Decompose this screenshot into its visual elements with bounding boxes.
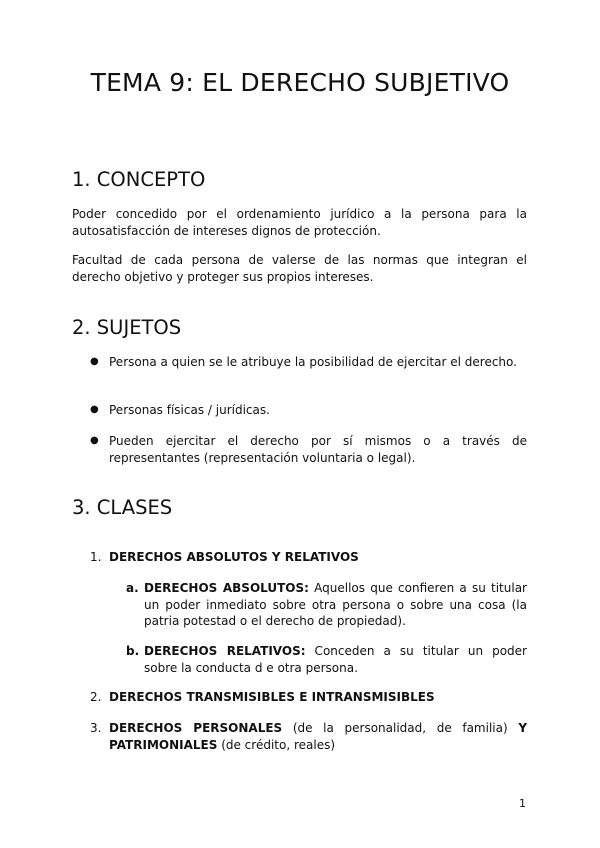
subitem-letter: a. <box>126 581 139 595</box>
page-number: 1 <box>519 797 526 810</box>
bullet-text: Persona a quien se le atribuye la posibilidad de ejercitar el derecho. <box>109 355 517 369</box>
concepto-paragraph-2: Facultad de cada persona de valerse de las normas que integran el derecho objetivo y proteger sus propios intereses. <box>72 253 527 284</box>
item-text: (de crédito, reales) <box>217 737 336 752</box>
item-number: 2. <box>90 690 102 704</box>
section-heading-concepto: 1. CONCEPTO <box>72 168 206 191</box>
clases-item-3 <box>90 720 527 753</box>
clases-item-1 <box>90 549 527 566</box>
subitem-letter: b. <box>126 644 140 658</box>
item-label: DERECHOS TRANSMISIBLES E INTRANSMISIBLES <box>109 690 435 704</box>
item-label: DERECHOS ABSOLUTOS Y RELATIVOS <box>109 550 359 564</box>
subitem-text: Aquellos que confieren a su titular un poder inmediato sobre otra persona o sobre una cosa (la patria potestad o el derecho de propiedad). <box>144 581 527 628</box>
item-label: Y PATRIMONIALES <box>109 721 528 752</box>
section-heading-sujetos: 2. SUJETOS <box>72 316 182 339</box>
section-heading-clases: 3. CLASES <box>72 496 173 519</box>
item-number: 3. <box>90 721 102 735</box>
clases-subitem-b <box>126 643 527 676</box>
bullet-icon: ● <box>90 435 99 446</box>
bullet-text: Personas físicas / jurídicas. <box>109 403 270 417</box>
clases-subitem-a <box>126 580 527 630</box>
subitem-label: DERECHOS ABSOLUTOS: <box>144 581 309 595</box>
bullet-icon: ● <box>90 356 99 367</box>
list-item <box>90 354 527 371</box>
concepto-paragraph-1: Poder concedido por el ordenamiento jurídico a la persona para la autosatisfacción de intereses dignos de protección. <box>72 207 527 238</box>
page-title: TEMA 9: EL DERECHO SUBJETIVO <box>90 68 510 97</box>
bullet-text: Pueden ejercitar el derecho por sí mismos o a través de representantes (representación voluntaria o legal). <box>109 434 527 465</box>
clases-item-2 <box>90 689 527 706</box>
item-text: (de la personalidad, de familia) <box>282 721 519 735</box>
subitem-text: Conceden a su titular un poder sobre la conducta d e otra persona. <box>144 644 527 675</box>
bullet-icon: ● <box>90 404 99 415</box>
subitem-label: DERECHOS RELATIVOS: <box>144 644 306 658</box>
item-label: DERECHOS PERSONALES <box>109 721 283 735</box>
item-number: 1. <box>90 550 102 564</box>
list-item <box>90 402 527 419</box>
list-item <box>90 433 527 466</box>
